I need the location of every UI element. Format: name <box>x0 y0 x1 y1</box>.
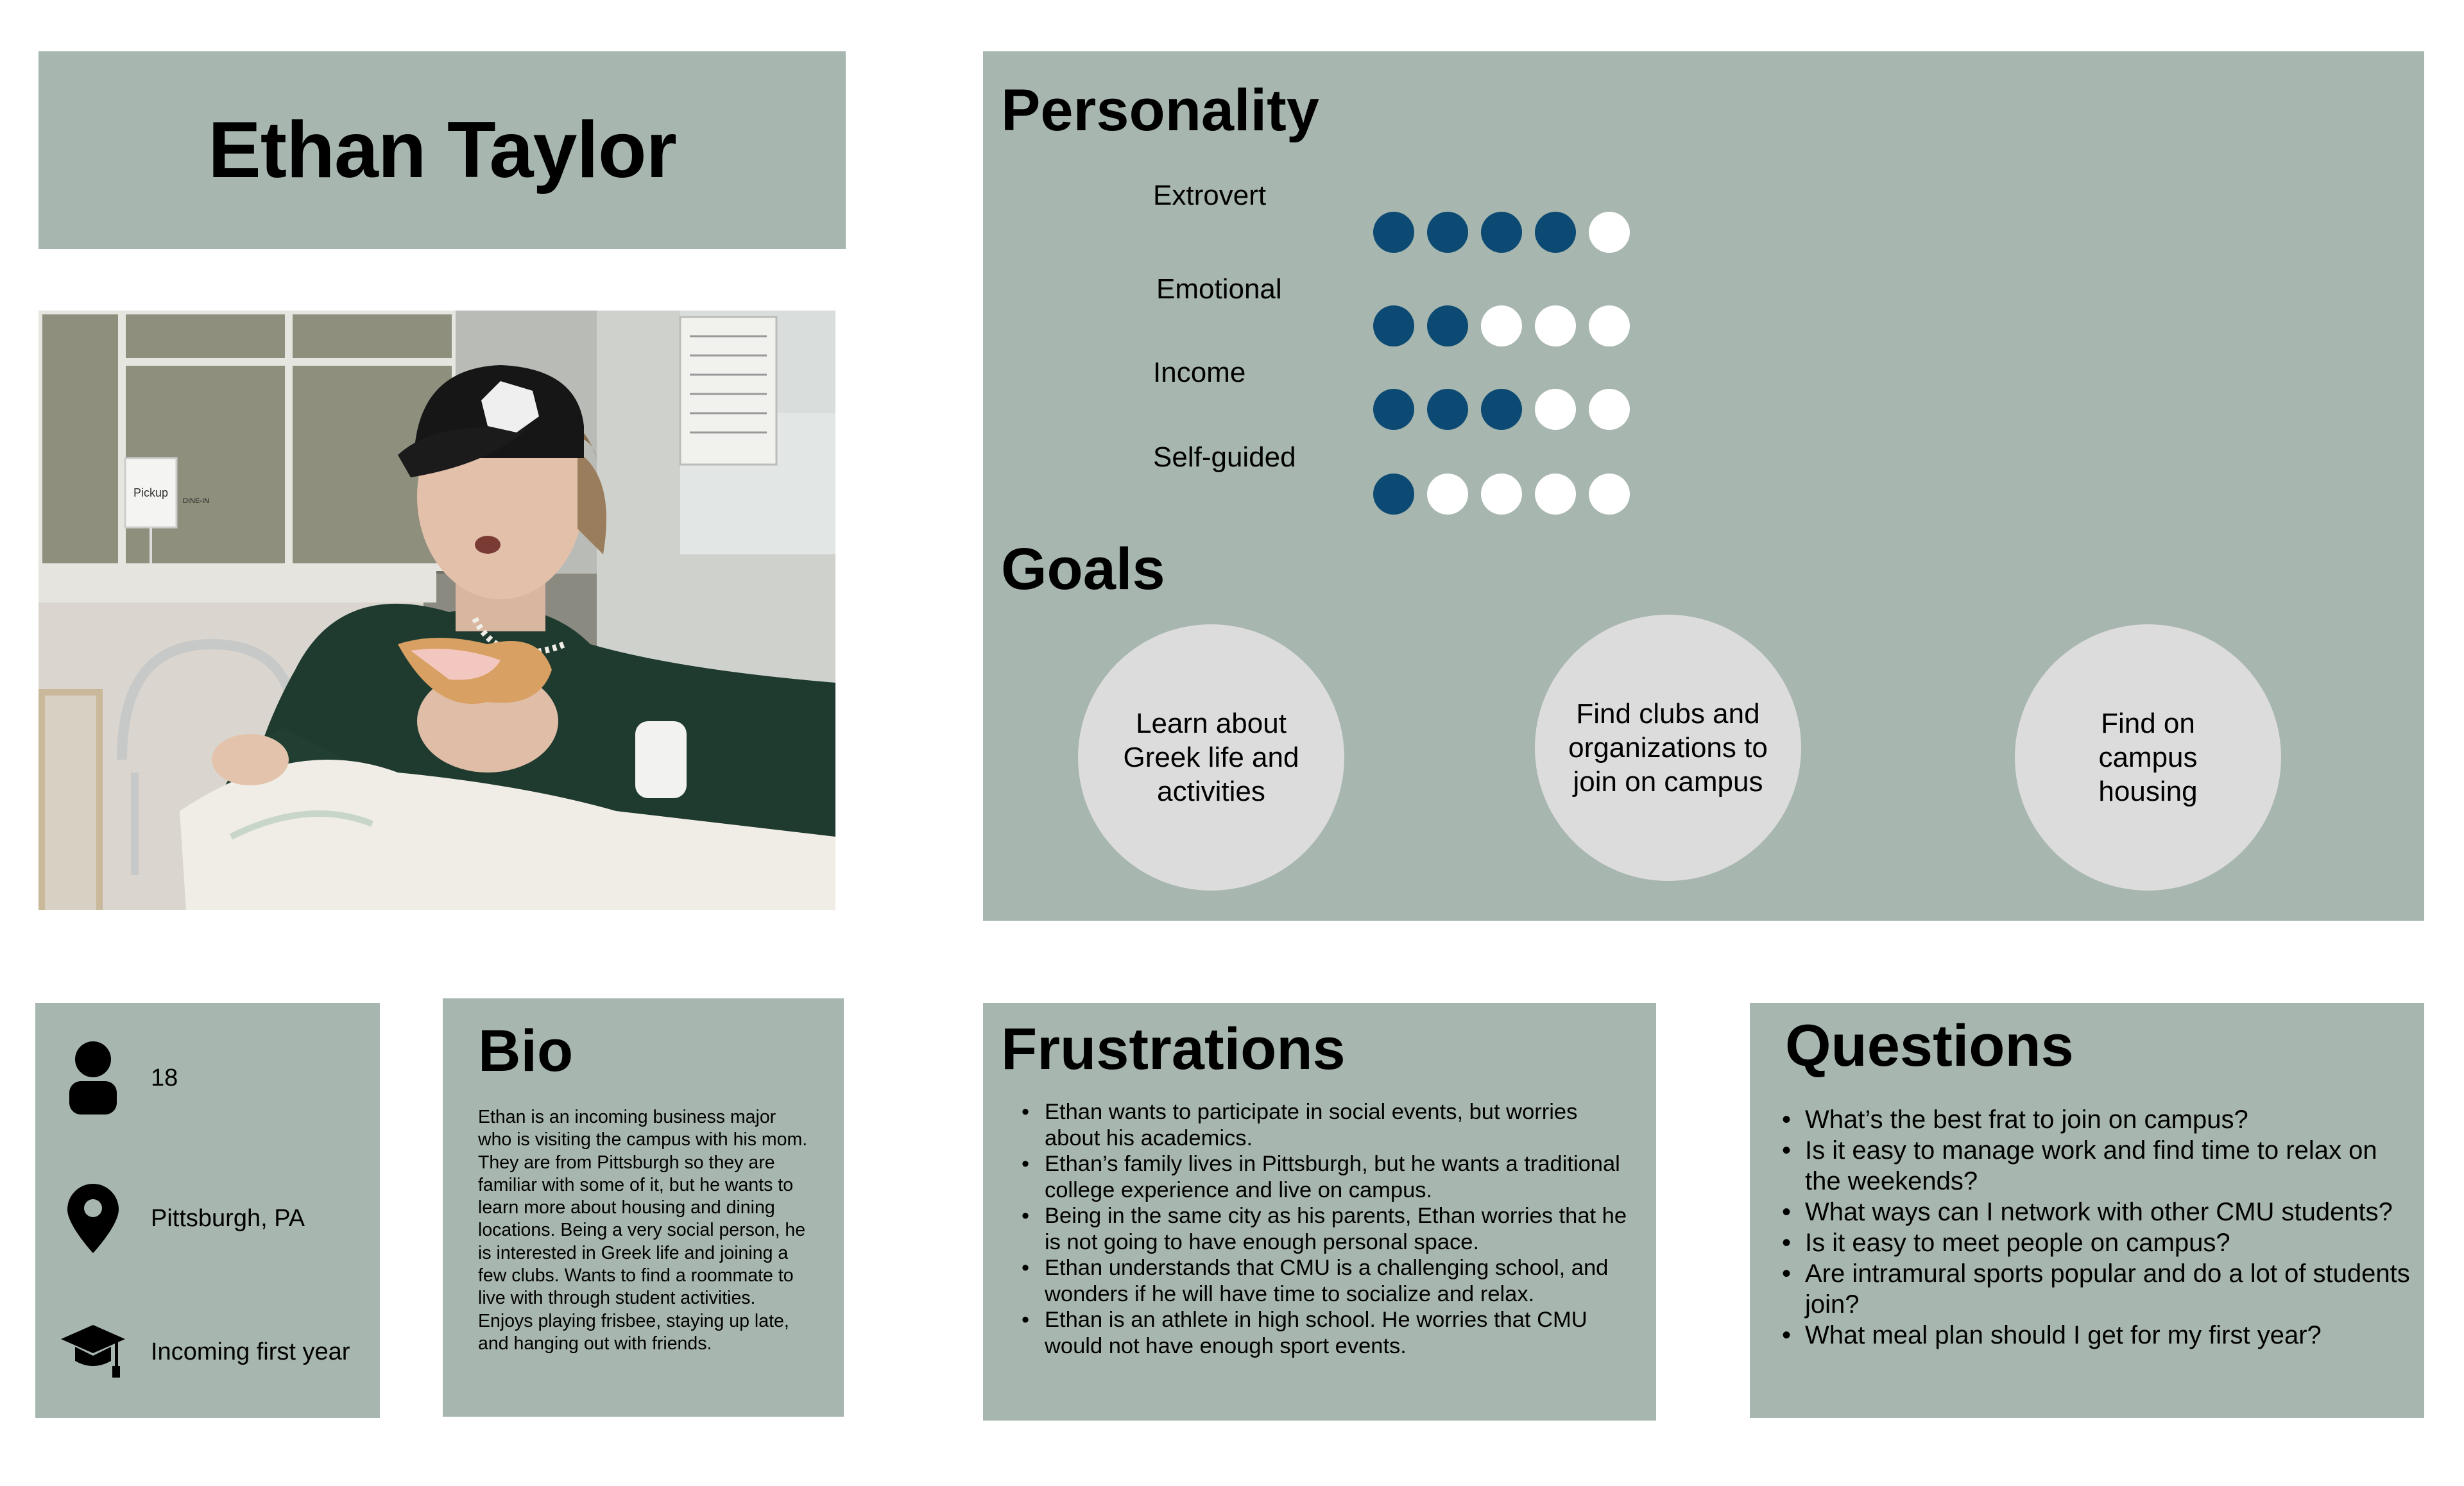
rating-dot-filled <box>1427 212 1468 253</box>
list-item: • Is it easy to meet people on campus? <box>1782 1227 2417 1258</box>
rating-dot-empty <box>1535 389 1576 430</box>
frustrations-list <box>1022 1099 1638 1359</box>
goal-text: Learn about Greek life and activities <box>1123 708 1299 807</box>
rating-dot-filled <box>1481 212 1522 253</box>
rating-dot-empty <box>1535 305 1576 346</box>
rating-dot-empty <box>1589 305 1630 346</box>
rating-dot-filled <box>1427 305 1468 346</box>
rating-dot-empty <box>1481 474 1522 515</box>
trait-rating <box>1373 474 1630 515</box>
goals-title: Goals <box>1001 536 1165 602</box>
graduation-cap-icon <box>61 1325 125 1379</box>
list-item: • Ethan’s family lives in Pittsburgh, but he wants a traditional college experience and live on campus. <box>1022 1151 1638 1203</box>
trait-label: Income <box>1153 357 1246 388</box>
rating-dot-empty <box>1589 389 1630 430</box>
rating-dot-empty <box>1427 474 1468 515</box>
location-value: Pittsburgh, PA <box>151 1204 305 1232</box>
persona-name: Ethan Taylor <box>208 106 676 194</box>
list-item: • What’s the best frat to join on campus? <box>1782 1104 2417 1135</box>
trait-label: Emotional <box>1156 273 1282 305</box>
person-icon <box>61 1041 125 1115</box>
goal-text: Find clubs and organizations to join on campus <box>1568 698 1768 798</box>
bio-text: Ethan is an incoming business major who is visiting the campus with his mom. They are from Pittsburgh so they are familiar with some of it, but he wants to learn more about housing and dining locations. Being a very social person, he is interested in Greek life and joining a few clubs. Wants to find a roommate to live with through student activities. Enjoys playing frisbee, staying up late, and hanging out with friends. <box>478 1107 808 1354</box>
list-item: • Ethan understands that CMU is a challenging school, and wonders if he will have time to socialize and relax. <box>1022 1255 1638 1307</box>
list-item: • Are intramural sports popular and do a lot of students join? <box>1782 1258 2417 1320</box>
location-row <box>61 1184 305 1253</box>
frustrations-panel <box>983 1003 1656 1421</box>
rating-dot-filled <box>1427 389 1468 430</box>
rating-dot-filled <box>1481 389 1522 430</box>
persona-photo <box>38 311 835 910</box>
rating-dot-filled <box>1373 212 1414 253</box>
trait-rating <box>1373 212 1630 253</box>
status-value: Incoming first year <box>151 1338 350 1365</box>
age-row <box>61 1041 178 1115</box>
trait-rating <box>1373 305 1630 346</box>
list-item: • Is it easy to manage work and find time to relax on the weekends? <box>1782 1135 2417 1197</box>
rating-dot-empty <box>1535 474 1576 515</box>
list-item: • Ethan wants to participate in social events, but worries about his academics. <box>1022 1099 1638 1151</box>
name-header <box>38 51 846 249</box>
rating-dot-filled <box>1535 212 1576 253</box>
rating-dot-filled <box>1373 389 1414 430</box>
list-item: • Being in the same city as his parents, Ethan worries that he is not going to have enough personal space. <box>1022 1203 1638 1255</box>
rating-dot-empty <box>1589 474 1630 515</box>
trait-rating <box>1373 389 1630 430</box>
list-item: • What ways can I network with other CMU students? <box>1782 1197 2417 1227</box>
list-item: • Ethan is an athlete in high school. He worries that CMU would not have enough sport events. <box>1022 1307 1638 1359</box>
personality-goals-panel <box>983 51 2424 921</box>
rating-dot-empty <box>1481 305 1522 346</box>
rating-dot-filled <box>1373 305 1414 346</box>
goal-circle <box>1078 624 1344 891</box>
rating-dot-empty <box>1589 212 1630 253</box>
personality-title: Personality <box>1001 78 1319 143</box>
bio-title: Bio <box>478 1018 574 1084</box>
age-value: 18 <box>151 1064 178 1091</box>
status-row <box>61 1325 350 1379</box>
trait-label: Self-guided <box>1153 441 1296 473</box>
info-panel <box>35 1003 380 1418</box>
dine-in-sign-text: DINE-IN <box>183 497 209 505</box>
questions-list <box>1782 1104 2417 1351</box>
goal-circle <box>1535 615 1801 881</box>
goal-text: Find on campus housing <box>2098 708 2198 807</box>
questions-panel <box>1750 1003 2424 1418</box>
questions-title: Questions <box>1785 1013 2074 1079</box>
bio-panel <box>443 998 844 1417</box>
list-item: • What meal plan should I get for my first year? <box>1782 1320 2417 1351</box>
location-pin-icon <box>61 1184 125 1253</box>
rating-dot-filled <box>1373 474 1414 515</box>
goal-circle <box>2015 624 2281 891</box>
pickup-sign-text: Pickup <box>133 486 169 499</box>
frustrations-title: Frustrations <box>1001 1016 1346 1082</box>
trait-label: Extrovert <box>1153 180 1267 211</box>
